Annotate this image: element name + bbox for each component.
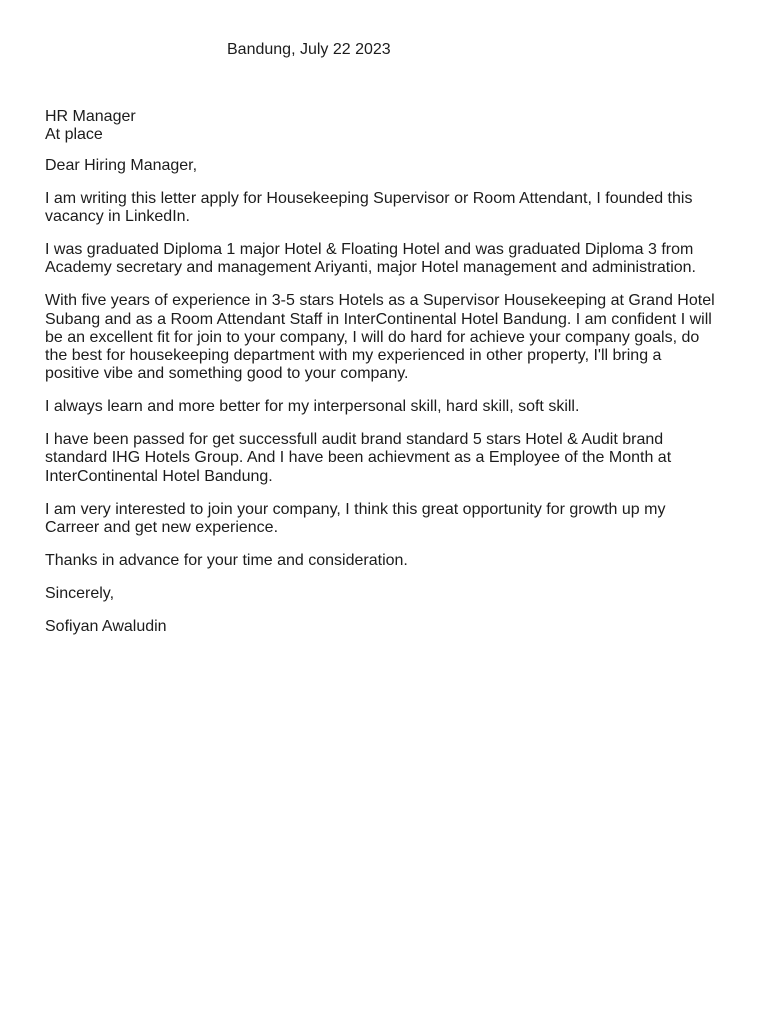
recipient-location: At place [45, 126, 103, 143]
paragraph-achievements: I have been passed for get successfull audit brand standard 5 stars Hotel & Audit brand standard IHG Hotels Group. And I have been achievment as a Employee of the Month at InterContinental Hotel Bandung. [45, 431, 672, 485]
closing: Sincerely, [45, 584, 115, 602]
recipient-title: HR Manager [45, 108, 136, 125]
paragraph-experience: With five years of experience in 3-5 stars Hotels as a Supervisor Housekeeping at Grand Hotel Subang and as a Room Attendant Staff in InterContinental Hotel Bandung. I am confident I will be an excellent fit for join to your company, I will do hard for achieve your company goals, do the best for housekeeping department with my experienced in other property, I'll bring a positive vibe and something good to your company. [45, 292, 715, 383]
paragraph-thanks: Thanks in advance for your time and consideration. [45, 551, 408, 569]
salutation: Dear Hiring Manager, [45, 157, 198, 174]
paragraph-intro: I am writing this letter apply for Housekeeping Supervisor or Room Attendant, I founded this vacancy in LinkedIn. [45, 190, 693, 226]
signature: Sofiyan Awaludin [45, 617, 167, 635]
paragraph-skills: I always learn and more better for my interpersonal skill, hard skill, soft skill. [45, 398, 580, 416]
letter-body [45, 157, 717, 651]
recipient-block [45, 108, 136, 144]
letter-date: Bandung, July 22 2023 [227, 41, 391, 58]
paragraph-interest: I am very interested to join your company, I think this great opportunity for growth up my Carreer and get new experience. [45, 500, 666, 536]
paragraph-education: I was graduated Diploma 1 major Hotel & Floating Hotel and was graduated Diploma 3 from Academy secretary and management Ariyanti, major Hotel management and administration. [45, 241, 696, 277]
